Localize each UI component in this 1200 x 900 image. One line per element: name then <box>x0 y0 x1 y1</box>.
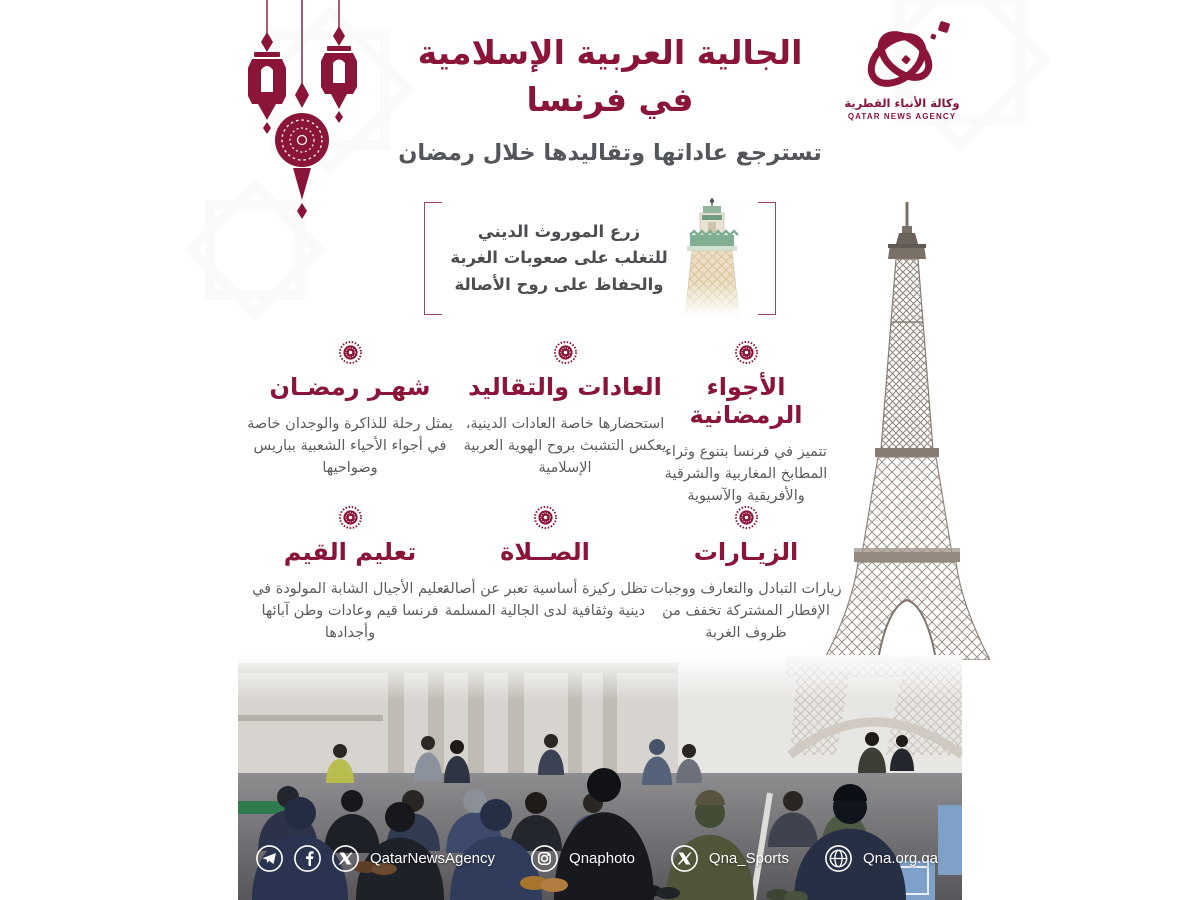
quote-text: زرع الموروث الديني للتغلب على صعوبات الغربة والحفاظ على روح الأصالة <box>450 221 668 294</box>
page-title-line2: في فرنسا <box>526 79 694 119</box>
section-body: تعليم الأجيال الشابة المولودة في فرنسا قيم وعادات وطن آبائها وأجدادها <box>252 581 448 641</box>
x-icon <box>671 845 698 872</box>
telegram-icon <box>256 845 283 872</box>
rosette-icon <box>735 341 758 364</box>
section-title: شهـر رمضـان <box>269 373 431 401</box>
section-title: الزيـارات <box>693 538 799 566</box>
section-title: العادات والتقاليد <box>468 373 662 401</box>
section-title: الصــلاة <box>500 538 590 566</box>
section-body: يمثل رحلة للذاكرة والوجدان خاصة في أجواء الأحياء الشعبية بباريس وضواحيها <box>247 416 453 476</box>
rosette-icon <box>339 506 362 529</box>
qna-logo <box>836 20 968 121</box>
section-body: زيارات التبادل والتعارف ووجبات الإفطار المشتركة تخفف من ظروف الغربة <box>650 581 842 641</box>
section-body: استحضارها خاصة العادات الدينية، يعكس التشبث بروح الهوية العربية الإسلامية <box>463 416 667 476</box>
rosette-icon <box>735 506 758 529</box>
section-teaching-values <box>243 506 457 644</box>
rosette-icon <box>534 506 557 529</box>
section-visits <box>648 506 844 644</box>
section-prayer <box>438 506 652 623</box>
section-customs-traditions <box>456 341 674 479</box>
rosette-icon <box>554 341 577 364</box>
handle-qna-website: Qna.org.qa <box>862 850 939 867</box>
handle-qnaphoto: Qnaphoto <box>569 850 635 867</box>
ramadan-lanterns <box>246 0 358 235</box>
section-title: تعليم القيم <box>283 538 417 566</box>
street-prayer-photo <box>238 655 962 900</box>
qna-logo-icon <box>847 20 957 94</box>
globe-icon <box>825 845 852 872</box>
handle-qatarnewsagency: QatarNewsAgency <box>369 850 496 867</box>
qna-name-english: QATAR NEWS AGENCY <box>847 112 957 121</box>
rosette-icon <box>339 341 362 364</box>
section-body: تتميز في فرنسا بتنوع وثراء المطابخ المغاربية والشرقية والأفريقية والآسيوية <box>664 444 828 504</box>
page-subtitle: تسترجع عاداتها وتقاليدها خلال رمضان <box>398 139 822 166</box>
page-title-line1: الجالية العربية الإسلامية <box>417 33 803 72</box>
qna-name-arabic: وكالة الأنباء القطرية <box>844 96 960 110</box>
header <box>390 30 830 166</box>
section-body: تظل ركيزة أساسية تعبر عن أصالة دينية وثقافية لدى الجالية المسلمة <box>442 581 648 619</box>
section-ramadan-atmosphere <box>648 341 844 507</box>
section-ramadan-month <box>243 341 457 479</box>
handle-qna-sports: Qna_Sports <box>708 850 789 867</box>
mosque-minaret <box>672 198 752 316</box>
section-title: الأجواء الرمضانية <box>689 373 803 429</box>
x-icon <box>332 845 359 872</box>
social-bar <box>238 845 962 872</box>
quote-box <box>424 202 776 315</box>
instagram-icon <box>531 845 558 872</box>
quote-bracket-left <box>424 202 442 315</box>
facebook-icon <box>294 845 321 872</box>
quote-bracket-right <box>758 202 776 315</box>
